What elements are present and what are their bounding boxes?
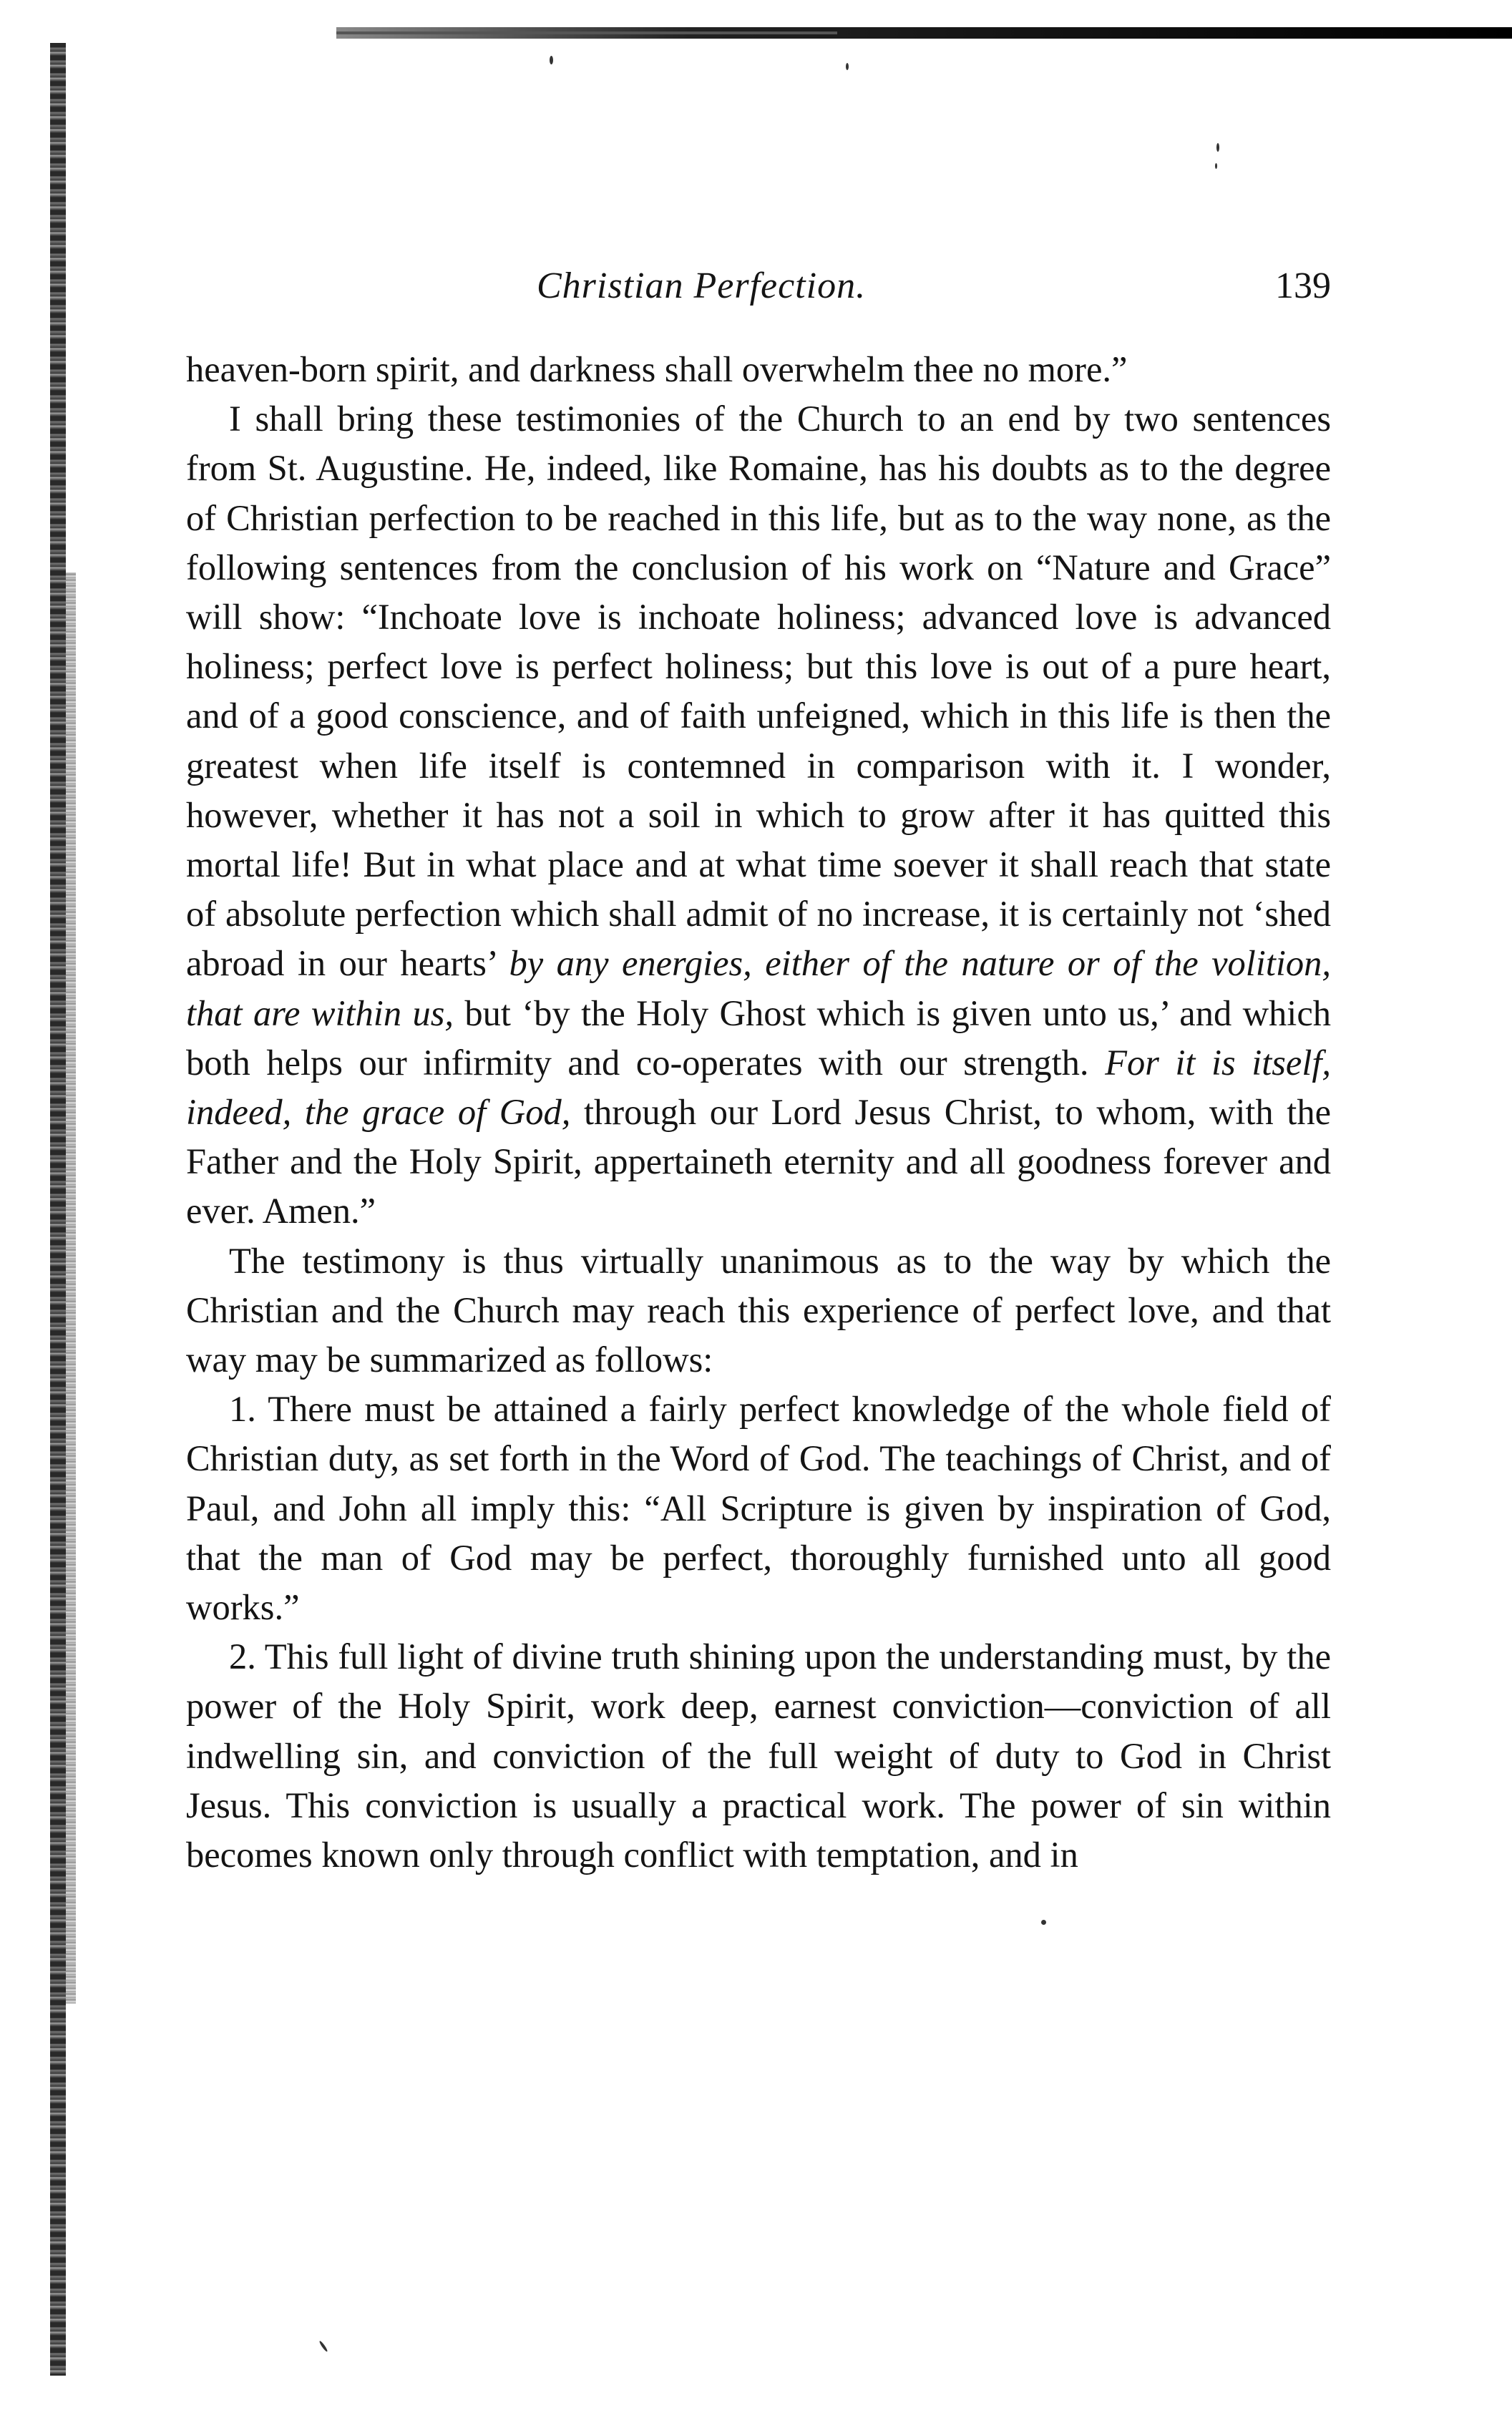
paragraph-text: through our Lord Jesus Christ, to whom, with the Father and the Holy Spirit, appertaineth eternity and all goodness forever and ever. Amen.”	[186, 1092, 1332, 1231]
body-text	[186, 345, 1331, 1880]
italic-phrase: For it is itself, indeed, the grace of God,	[186, 1042, 1332, 1133]
scan-speck	[318, 2340, 328, 2352]
paragraph-text: but ‘by the Holy Ghost which is given unto us,’ and which both helps our infirmity and co-operates with our strength.	[186, 992, 1332, 1083]
paragraph-continuation: heaven-born spirit, and darkness shall overwhelm thee no more.”	[186, 349, 1128, 389]
paragraph-summary: The testimony is thus virtually unanimous as to the way by which the Christian and the Church may reach this experience of perfect love, and that way may be summarized as follows:	[186, 1240, 1331, 1380]
paragraph-point-2: 2. This full light of divine truth shining upon the understanding must, by the power of the Holy Spirit, work deep, earnest conviction—conviction of all indwelling sin, and conviction of the full weight of duty to God in Christ Jesus. This conviction is usually a practical work. The power of sin within becomes known only through conflict with temptation, and in	[186, 1636, 1331, 1875]
running-title: Christian Perfection.	[537, 265, 867, 306]
scan-speck	[550, 56, 553, 64]
scan-speck	[1041, 1920, 1046, 1925]
scan-speck	[1216, 143, 1219, 152]
paragraph-augustine	[186, 394, 1331, 1236]
page-header	[186, 265, 1331, 315]
italic-phrase: by any energies, either of the nature or of the volition, that are within us,	[186, 943, 1331, 1033]
scan-speck	[1215, 163, 1217, 169]
top-rule-thin	[336, 31, 837, 34]
scan-speck	[846, 63, 849, 70]
page-number: 139	[1275, 265, 1331, 306]
paragraph-text: I shall bring these testimonies of the Church to an end by two sentences from St. Augustine. He, indeed, like Romaine, has his doubts as to the degree of Christian perfection to be reached in this life, but as to the way none, as the following sentences from the conclusion of his work on “Nature and Grace” will show: “Inchoate love is inchoate holiness; advanced love is advanced holiness; perfect love is perfect holiness; but this love is out of a pure heart, and of a good conscience, and of faith unfeigned, which in this life is then the greatest when life itself is contemned in comparison with it. I wonder, however, whether it has not a soil in which to grow after it has quitted this mortal life! But in what place and at what time soever it shall reach that state of absolute perfection which shall admit of no increase, it is certainly not ‘shed abroad in our hearts’	[186, 399, 1331, 984]
binding-edge-shadow	[66, 572, 76, 2004]
binding-edge	[50, 43, 66, 2376]
paragraph-point-1: 1. There must be attained a fairly perfect knowledge of the whole field of Christian duty, as set forth in the Word of God. The teachings of Christ, and of Paul, and John all imply this: “All Scripture is given by inspiration of God, that the man of God may be perfect, thoroughly furnished unto all good works.”	[186, 1389, 1331, 1628]
